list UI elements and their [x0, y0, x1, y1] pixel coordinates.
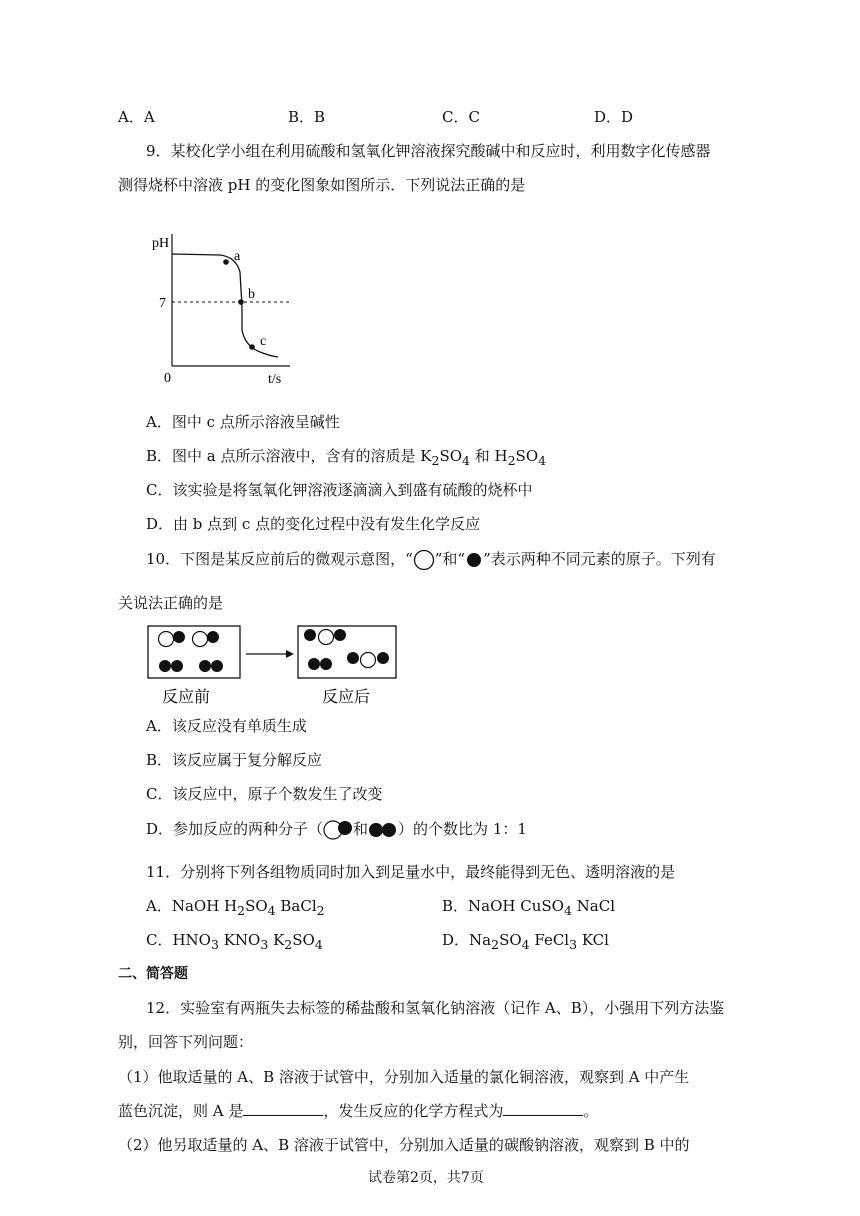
label-before: 反应前 [162, 687, 211, 706]
formula-part: FeCl [529, 931, 570, 949]
x-axis-label: t/s [268, 372, 282, 387]
q11-option-c [146, 929, 323, 952]
q10-option-c: C．该反应中，原子个数发生了改变 [146, 785, 383, 803]
point-a [223, 259, 229, 265]
ph7-label: 7 [159, 296, 166, 311]
subscript: 2 [431, 453, 440, 468]
q10-option-d-part: ）的个数比为 1：1 [398, 820, 527, 838]
q9-option-c: C．该实验是将氢氧化钾溶液逐滴滴入到盛有硫酸的烧杯中 [146, 481, 533, 499]
answer-blank-2[interactable] [503, 1101, 583, 1116]
point-b [238, 299, 244, 305]
reaction-diagram [146, 622, 406, 708]
subscript: 4 [538, 453, 547, 468]
subscript: 4 [462, 453, 470, 468]
formula-part: SO [515, 447, 539, 465]
subscript: 4 [563, 903, 572, 918]
formula-part: B．NaOH CuSO [442, 897, 564, 915]
label-b: b [248, 287, 255, 302]
subscript: 2 [316, 903, 325, 918]
q8-options [118, 106, 718, 126]
q10-stem-part: ”表示两种不同元素的原子。下列有 [483, 550, 716, 568]
formula-part: C．HNO [146, 931, 211, 949]
q10-option-d-part: D．参加反应的两种分子（ [146, 820, 324, 838]
formula-part: SO [439, 447, 463, 465]
q12-text: 。 [583, 1102, 599, 1120]
label-c: c [260, 334, 267, 349]
q10-stem-line2: 关说法正确的是 [118, 594, 224, 612]
q10-option-d [146, 818, 527, 841]
formula-part: SO [245, 897, 268, 915]
q12-part2-line1: （2）他另取适量的 A、B 溶液于试管中，分别加入适量的碳酸钠溶液，观察到 B 中的 [118, 1136, 690, 1154]
ph-graph [150, 222, 310, 390]
subscript: 4 [267, 903, 276, 918]
q8-option-c: C．C [442, 108, 480, 126]
page-footer: 试卷第2页，共7页 [368, 1170, 484, 1186]
q12-text: 蓝色沉淀，则 A 是 [118, 1102, 244, 1120]
q10-stem-part: ”和“ [434, 550, 466, 568]
formula-part: BaCl [275, 897, 317, 915]
q12-part1-line1: （1）他取适量的 A、B 溶液于试管中，分别加入适量的氯化铜溶液，观察到 A 中产生 [118, 1068, 690, 1086]
q8-option-a: A．A [118, 108, 155, 126]
label-a: a [234, 249, 241, 264]
formula-part: KCl [577, 931, 609, 949]
formula-part: KNO [218, 931, 261, 949]
formula-part: D．Na [442, 931, 492, 949]
subscript: 3 [260, 937, 269, 952]
formula-part: SO [499, 931, 522, 949]
formula-part: A．NaOH H [146, 897, 238, 915]
q10-stem-part: 10．下图是某反应前后的微观示意图，“ [146, 550, 413, 568]
origin-label: 0 [164, 371, 171, 386]
subscript: 2 [507, 453, 516, 468]
q9-option-b [146, 445, 546, 468]
subscript: 3 [210, 937, 219, 952]
formula-part: SO [292, 931, 315, 949]
q12-text: ，发生反应的化学方程式为 [323, 1102, 504, 1120]
subscript: 2 [491, 937, 500, 952]
q12-stem-line2: 别，回答下列问题： [118, 1033, 254, 1051]
q11-option-d [442, 929, 609, 952]
label-after: 反应后 [322, 687, 371, 706]
white-atom-icon [413, 549, 435, 571]
q10-stem-line1 [146, 548, 716, 571]
q9-option-b-text: B．图中 a 点所示溶液中，含有的溶质是 K [146, 447, 432, 465]
q11-stem: 11．分别将下列各组物质同时加入到足量水中，最终能得到无色、透明溶液的是 [146, 863, 676, 881]
formula-part: NaCl [571, 897, 616, 915]
subscript: 2 [284, 937, 293, 952]
section-title: 二、简答题 [118, 966, 188, 982]
q10-option-b: B．该反应属于复分解反应 [146, 751, 323, 769]
subscript: 4 [314, 937, 323, 952]
answer-blank-1[interactable] [243, 1101, 323, 1116]
subscript: 2 [237, 903, 246, 918]
y-axis-label: pH [152, 236, 170, 251]
point-c [249, 344, 255, 350]
q10-option-d-part: 和 [353, 820, 369, 838]
q12-part1-line2 [118, 1100, 598, 1121]
formula-part: 和 H [469, 447, 508, 465]
q8-option-b: B．B [288, 108, 326, 126]
subscript: 3 [569, 937, 578, 952]
q11-option-b [442, 895, 615, 918]
q8-option-d: D．D [594, 108, 634, 126]
subscript: 4 [521, 937, 530, 952]
q12-stem-line1: 12．实验室有两瓶失去标签的稀盐酸和氢氧化钠溶液（记作 A、B），小强用下列方法鉴 [146, 999, 725, 1017]
formula-part: K [268, 931, 285, 949]
q9-stem-line1: 9．某校化学小组在利用硫酸和氢氧化钾溶液探究酸碱中和反应时，利用数字化传感器 [146, 142, 711, 160]
q9-option-d: D．由 b 点到 c 点的变化过程中没有发生化学反应 [146, 515, 481, 533]
q9-stem-line2: 测得烧杯中溶液 pH 的变化图象如图所示．下列说法正确的是 [118, 176, 526, 194]
q9-option-a: A．图中 c 点所示溶液呈碱性 [146, 413, 340, 431]
black-black-molecule-icon [368, 820, 398, 840]
white-black-molecule-icon [323, 819, 353, 841]
q11-option-a [146, 895, 325, 918]
q10-option-a: A．该反应没有单质生成 [146, 717, 307, 735]
black-atom-icon [465, 551, 483, 569]
